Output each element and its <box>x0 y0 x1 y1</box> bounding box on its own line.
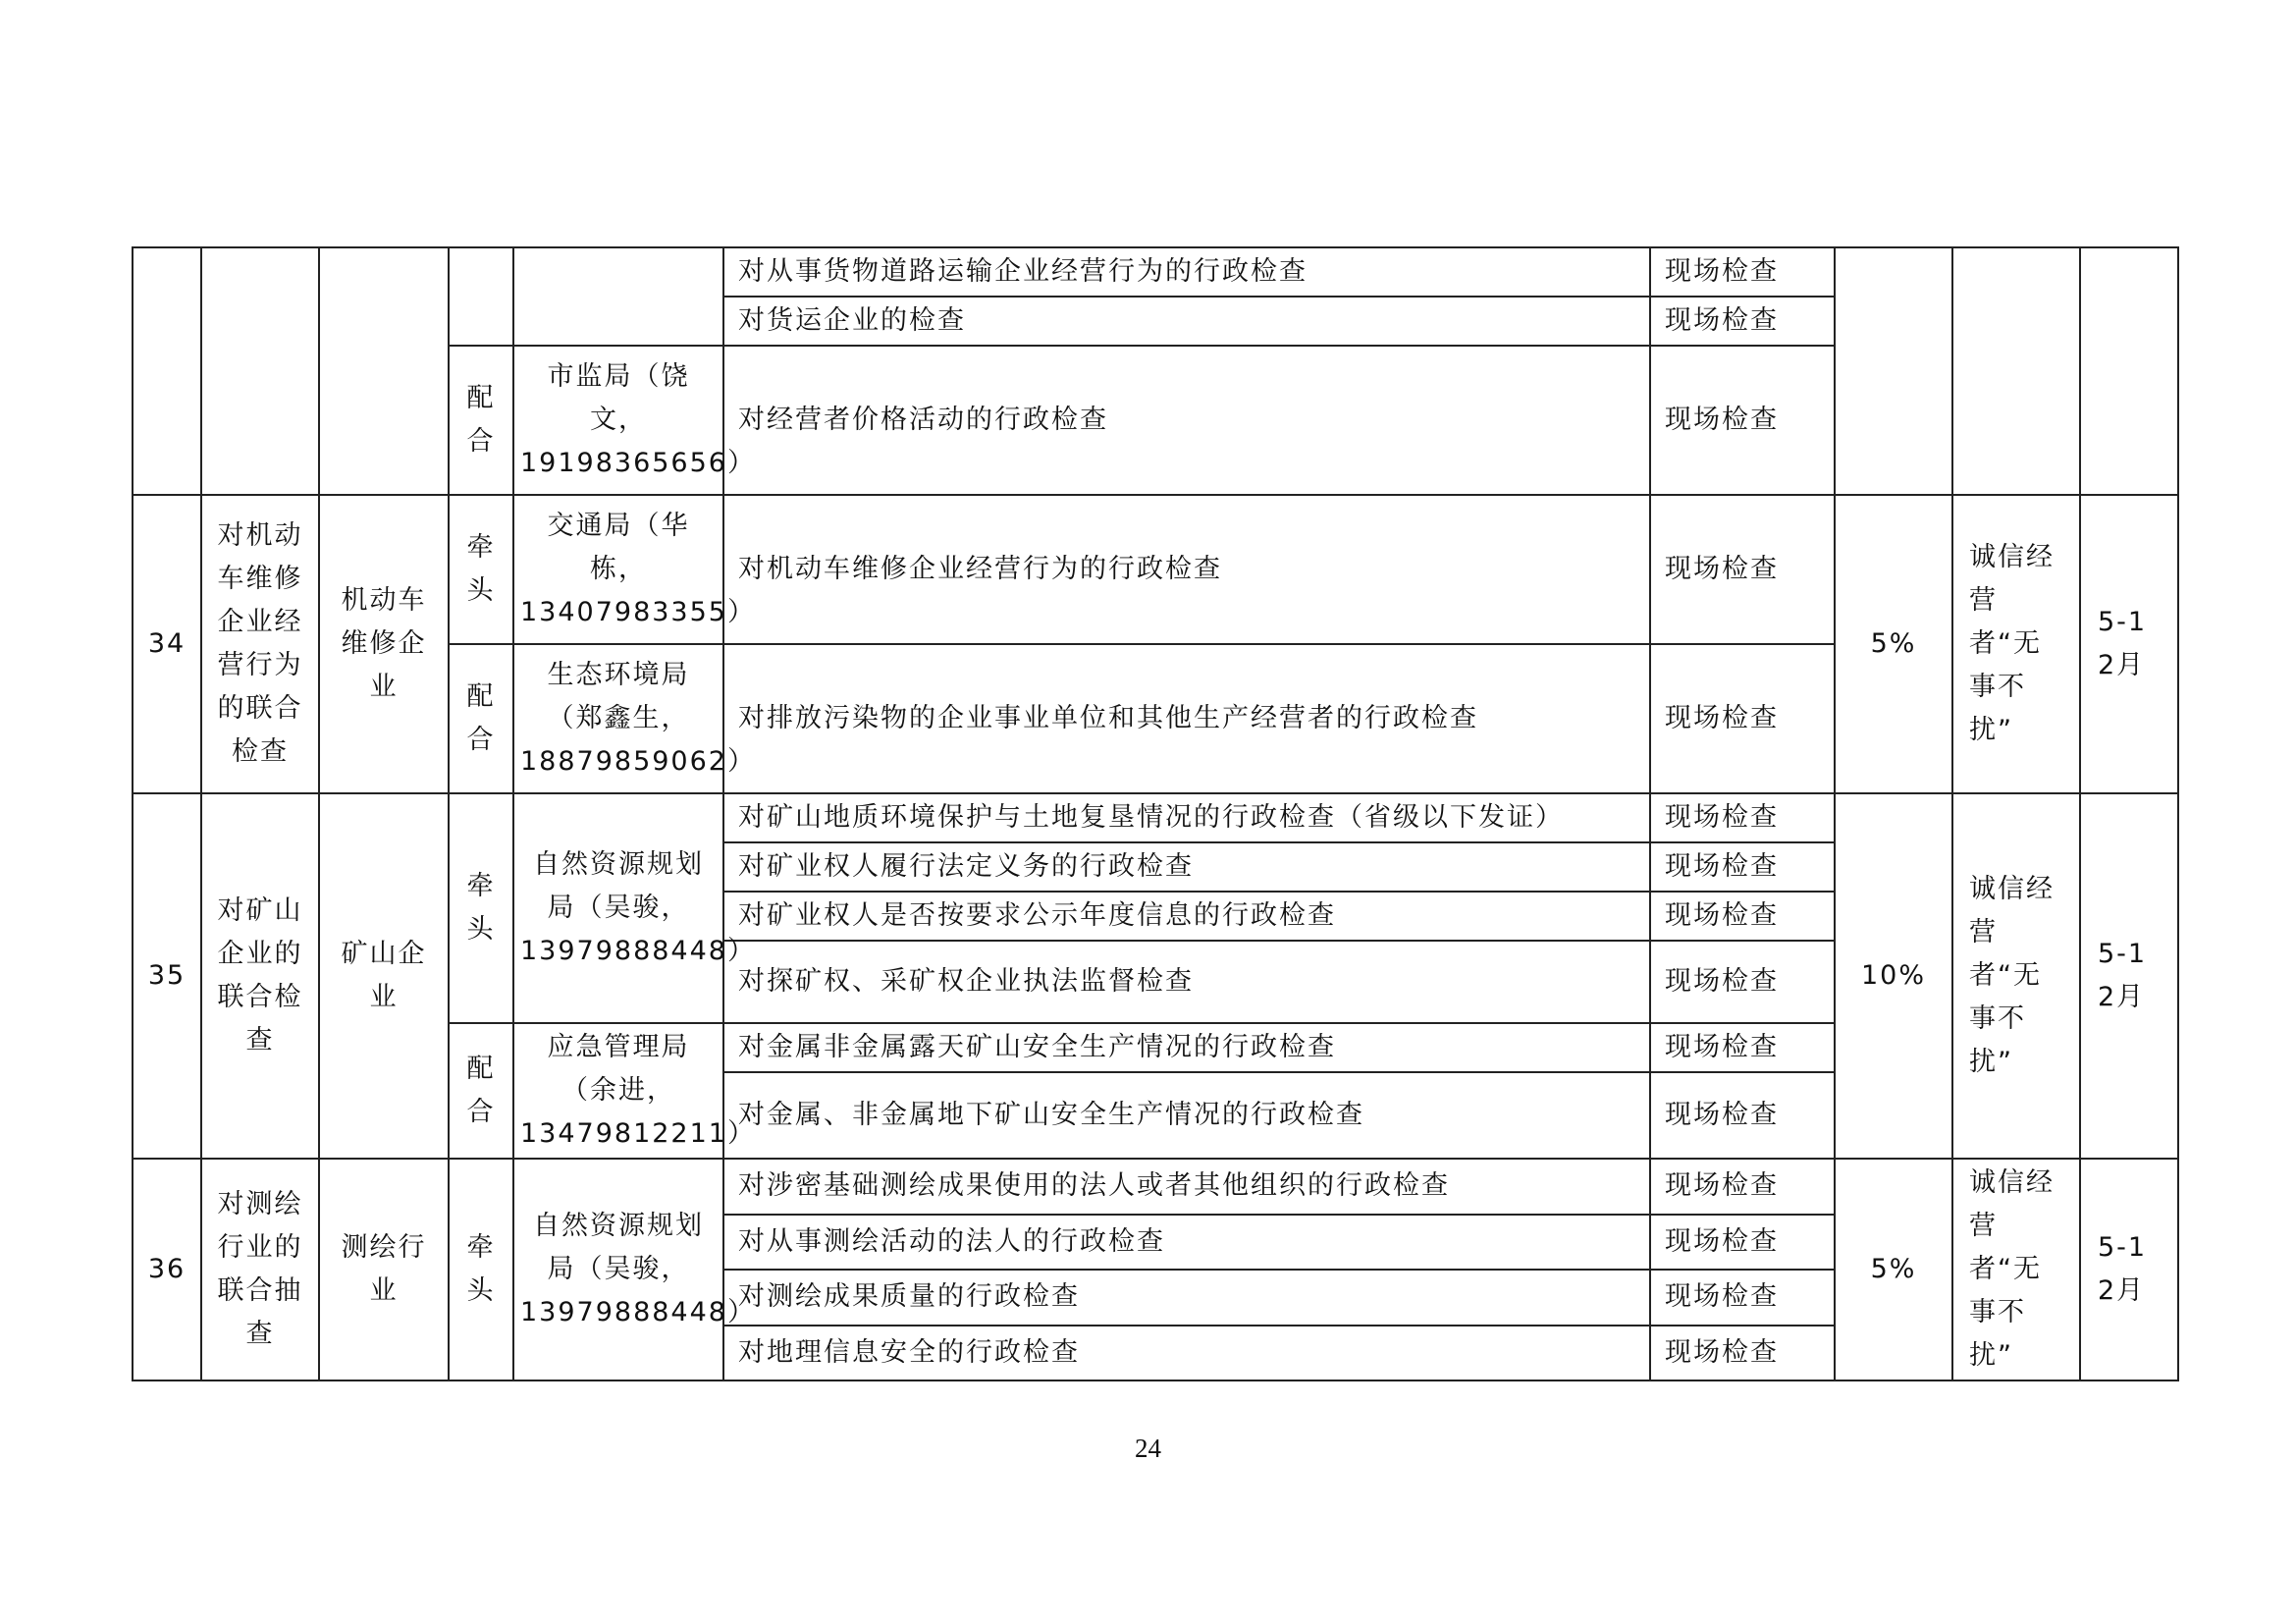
role-cell <box>449 247 513 346</box>
method-cell: 现场检查 <box>1650 1023 1835 1072</box>
table-row <box>133 495 2178 644</box>
task-cell: 对金属非金属露天矿山安全生产情况的行政检查 <box>723 1023 1650 1072</box>
credit-cell: 诚信经营者“无事不扰” <box>1952 1159 2080 1380</box>
method-cell: 现场检查 <box>1650 941 1835 1023</box>
credit-cell: 诚信经营者“无事不扰” <box>1952 495 2080 793</box>
department-cell: 自然资源规划局（吴骏，13979888448） <box>513 1159 723 1380</box>
task-cell: 对从事测绘活动的法人的行政检查 <box>723 1215 1650 1271</box>
credit-cell: 诚信经营者“无事不扰” <box>1952 793 2080 1159</box>
ratio-cell <box>1835 247 1952 495</box>
task-cell: 对矿业权人是否按要求公示年度信息的行政检查 <box>723 892 1650 941</box>
task-cell: 对经营者价格活动的行政检查 <box>723 346 1650 495</box>
time-cell: 5-12月 <box>2080 793 2178 1159</box>
time-cell: 5-12月 <box>2080 495 2178 793</box>
page-number: 24 <box>1135 1434 1161 1463</box>
role-cell: 配合 <box>449 1023 513 1159</box>
task-cell: 对金属、非金属地下矿山安全生产情况的行政检查 <box>723 1072 1650 1159</box>
method-cell: 现场检查 <box>1650 297 1835 346</box>
department-cell: 市监局（饶文，19198365656） <box>513 346 723 495</box>
task-cell: 对矿业权人履行法定义务的行政检查 <box>723 842 1650 892</box>
task-cell: 对机动车维修企业经营行为的行政检查 <box>723 495 1650 644</box>
method-cell: 现场检查 <box>1650 346 1835 495</box>
object-cell: 测绘行业 <box>319 1159 449 1380</box>
ratio-cell: 5% <box>1835 495 1952 793</box>
method-cell: 现场检查 <box>1650 644 1835 793</box>
department-cell: 生态环境局（郑鑫生，18879859062） <box>513 644 723 793</box>
subject-cell <box>201 247 319 495</box>
method-cell: 现场检查 <box>1650 247 1835 297</box>
method-cell: 现场检查 <box>1650 1215 1835 1271</box>
task-cell: 对地理信息安全的行政检查 <box>723 1326 1650 1381</box>
time-cell: 5-12月 <box>2080 1159 2178 1380</box>
task-cell: 对排放污染物的企业事业单位和其他生产经营者的行政检查 <box>723 644 1650 793</box>
role-cell: 牵头 <box>449 1159 513 1380</box>
method-cell: 现场检查 <box>1650 495 1835 644</box>
method-cell: 现场检查 <box>1650 793 1835 842</box>
table-row <box>133 1159 2178 1215</box>
method-cell: 现场检查 <box>1650 1270 1835 1326</box>
task-cell: 对矿山地质环境保护与土地复垦情况的行政检查（省级以下发证） <box>723 793 1650 842</box>
ratio-cell: 10% <box>1835 793 1952 1159</box>
department-cell: 自然资源规划局（吴骏，13979888448） <box>513 793 723 1023</box>
task-cell: 对涉密基础测绘成果使用的法人或者其他组织的行政检查 <box>723 1159 1650 1215</box>
inspection-plan-table <box>132 246 2179 1381</box>
inspection-plan-table-container <box>132 246 2177 1381</box>
item-number-cell: 36 <box>133 1159 201 1380</box>
subject-cell: 对矿山企业的联合检查 <box>201 793 319 1159</box>
department-cell <box>513 247 723 346</box>
department-cell: 交通局（华栋，13407983355） <box>513 495 723 644</box>
object-cell: 机动车维修企业 <box>319 495 449 793</box>
subject-cell: 对测绘行业的联合抽查 <box>201 1159 319 1380</box>
table-row <box>133 793 2178 842</box>
object-cell: 矿山企业 <box>319 793 449 1159</box>
role-cell: 牵头 <box>449 793 513 1023</box>
item-number-cell <box>133 247 201 495</box>
role-cell: 配合 <box>449 644 513 793</box>
ratio-cell: 5% <box>1835 1159 1952 1380</box>
task-cell: 对探矿权、采矿权企业执法监督检查 <box>723 941 1650 1023</box>
method-cell: 现场检查 <box>1650 1159 1835 1215</box>
method-cell: 现场检查 <box>1650 1072 1835 1159</box>
method-cell: 现场检查 <box>1650 892 1835 941</box>
role-cell: 配合 <box>449 346 513 495</box>
time-cell <box>2080 247 2178 495</box>
credit-cell <box>1952 247 2080 495</box>
method-cell: 现场检查 <box>1650 1326 1835 1381</box>
role-cell: 牵头 <box>449 495 513 644</box>
table-row <box>133 247 2178 297</box>
task-cell: 对测绘成果质量的行政检查 <box>723 1270 1650 1326</box>
task-cell: 对从事货物道路运输企业经营行为的行政检查 <box>723 247 1650 297</box>
item-number-cell: 35 <box>133 793 201 1159</box>
task-cell: 对货运企业的检查 <box>723 297 1650 346</box>
department-cell: 应急管理局（余进，13479812211） <box>513 1023 723 1159</box>
method-cell: 现场检查 <box>1650 842 1835 892</box>
object-cell <box>319 247 449 495</box>
subject-cell: 对机动车维修企业经营行为的联合检查 <box>201 495 319 793</box>
item-number-cell: 34 <box>133 495 201 793</box>
